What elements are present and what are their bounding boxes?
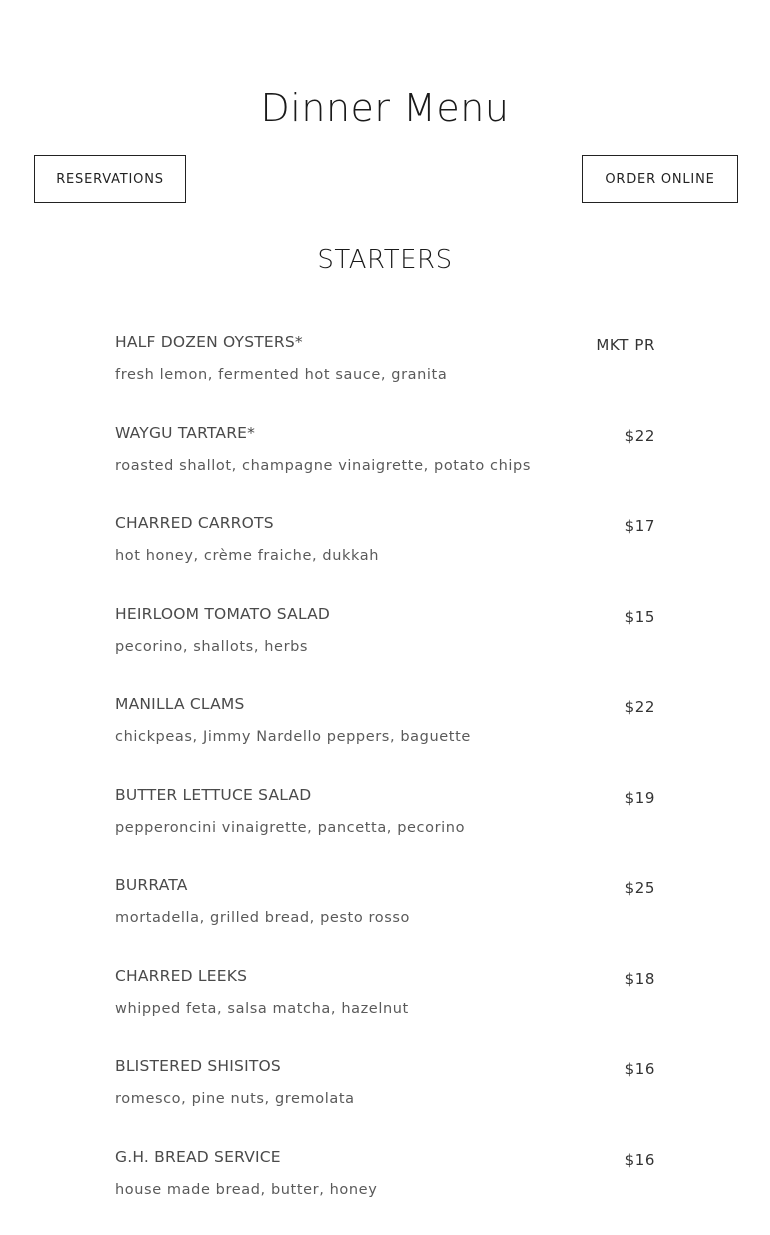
menu-item [115, 692, 655, 783]
menu-item [115, 1054, 655, 1145]
menu-item-name: BURRATA [115, 873, 188, 897]
menu-item-name: HALF DOZEN OYSTERS* [115, 330, 303, 354]
menu-item-name: CHARRED CARROTS [115, 511, 274, 535]
menu-item-name: HEIRLOOM TOMATO SALAD [115, 602, 330, 626]
menu-item-description: whipped feta, salsa matcha, hazelnut [115, 997, 409, 1021]
menu-item [115, 421, 655, 512]
menu-item-price: $22 [625, 695, 655, 719]
menu-item-name: MANILLA CLAMS [115, 692, 245, 716]
menu-item-price: $19 [625, 786, 655, 810]
reservations-button[interactable]: RESERVATIONS [34, 155, 186, 203]
menu-item [115, 602, 655, 693]
order-online-button[interactable]: ORDER ONLINE [582, 155, 738, 203]
menu-item-price: $18 [625, 967, 655, 991]
menu-item-description: fresh lemon, fermented hot sauce, granita [115, 363, 447, 387]
menu-item [115, 1145, 655, 1235]
menu-item-price: MKT PR [596, 333, 655, 357]
menu-item-name: G.H. BREAD SERVICE [115, 1145, 281, 1169]
menu-item-price: $16 [625, 1057, 655, 1081]
menu-item [115, 783, 655, 874]
menu-item-description: pepperoncini vinaigrette, pancetta, pecorino [115, 816, 465, 840]
menu-item-price: $25 [625, 876, 655, 900]
menu-item-description: pecorino, shallots, herbs [115, 635, 308, 659]
menu-item-price: $15 [625, 605, 655, 629]
menu-item [115, 511, 655, 602]
menu-item-description: chickpeas, Jimmy Nardello peppers, baguette [115, 725, 471, 749]
menu-item-description: mortadella, grilled bread, pesto rosso [115, 906, 410, 930]
menu-item-description: house made bread, butter, honey [115, 1178, 377, 1202]
menu-item [115, 873, 655, 964]
section-title-starters: STARTERS [0, 243, 770, 277]
menu-item [115, 330, 655, 421]
menu-item-description: hot honey, crème fraiche, dukkah [115, 544, 379, 568]
menu-item-name: CHARRED LEEKS [115, 964, 247, 988]
page-title: Dinner Menu [0, 84, 770, 132]
menu-item-price: $17 [625, 514, 655, 538]
menu-item [115, 964, 655, 1055]
menu-item-name: BUTTER LETTUCE SALAD [115, 783, 311, 807]
menu-item-price: $16 [625, 1148, 655, 1172]
menu-list [115, 330, 655, 1235]
menu-item-description: romesco, pine nuts, gremolata [115, 1087, 355, 1111]
menu-item-price: $22 [625, 424, 655, 448]
menu-item-name: WAYGU TARTARE* [115, 421, 255, 445]
menu-item-name: BLISTERED SHISITOS [115, 1054, 281, 1078]
menu-item-description: roasted shallot, champagne vinaigrette, potato chips [115, 454, 531, 478]
